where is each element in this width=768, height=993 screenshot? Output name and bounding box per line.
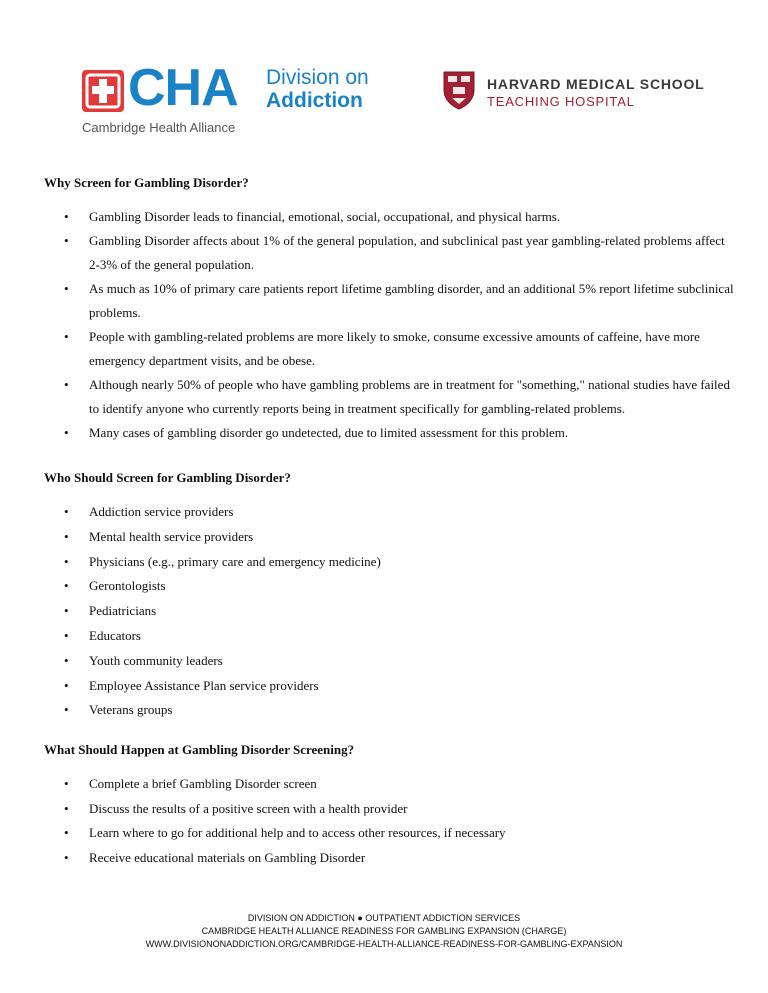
list-item-text: Educators xyxy=(89,627,141,643)
bullet-icon: • xyxy=(64,603,69,619)
list-item-text: Mental health service providers xyxy=(89,528,254,544)
document-body xyxy=(44,174,734,871)
list-item xyxy=(44,674,734,699)
list-item xyxy=(44,698,734,723)
bullet-icon: • xyxy=(64,578,69,594)
list-item-text: Discuss the results of a positive screen with a health provider xyxy=(89,800,408,816)
list-item xyxy=(44,525,734,550)
list-item-text: Although nearly 50% of people who have gambling problems are in treatment for "something," national studies have failed to identify anyone who currently reports being in treatment specifically for gambling-related problems. xyxy=(89,377,730,416)
list-item xyxy=(44,373,734,421)
list-item xyxy=(44,325,734,373)
list-item-text: People with gambling-related problems are more likely to smoke, consume excessive amounts of caffeine, have more emergency department visits, and be obese. xyxy=(89,329,700,368)
list-item xyxy=(44,821,734,846)
division-on-addiction xyxy=(266,66,369,112)
bullet-icon: • xyxy=(64,627,69,643)
division-line-1: Division on xyxy=(266,66,369,89)
bullet-icon: • xyxy=(64,849,69,865)
section-heading: What Should Happen at Gambling Disorder Screening? xyxy=(44,742,355,758)
list-item xyxy=(44,550,734,575)
list-item xyxy=(44,277,734,325)
list-item xyxy=(44,797,734,822)
list-item-text: As much as 10% of primary care patients report lifetime gambling disorder, and an additional 5% report lifetime subclinical problems. xyxy=(89,281,734,320)
alliance-name: Cambridge Health Alliance xyxy=(82,120,236,135)
list-item-text: Gerontologists xyxy=(89,578,166,594)
harvard-shield-icon xyxy=(442,70,476,110)
section-what-should-happen xyxy=(44,741,734,870)
section-heading: Why Screen for Gambling Disorder? xyxy=(44,175,249,190)
list-item-text: Employee Assistance Plan service providers xyxy=(89,677,319,693)
bullet-icon: • xyxy=(64,652,69,668)
list-item xyxy=(44,205,734,229)
list-item-text: Many cases of gambling disorder go undetected, due to limited assessment for this problem. xyxy=(89,425,569,440)
list-item-text: Veterans groups xyxy=(89,702,173,718)
list-item xyxy=(44,624,734,649)
list-item xyxy=(44,229,734,277)
bullet-list xyxy=(44,205,734,445)
bullet-icon: • xyxy=(64,702,69,718)
bullet-icon: • xyxy=(64,825,69,841)
list-item xyxy=(44,421,734,445)
hms-title: HARVARD MEDICAL SCHOOL xyxy=(487,76,705,92)
list-item-text: Gambling Disorder leads to financial, emotional, social, occupational, and physical harms. xyxy=(89,209,561,224)
hms-subtitle: TEACHING HOSPITAL xyxy=(487,94,635,109)
list-item xyxy=(44,500,734,525)
page-footer xyxy=(0,912,768,951)
list-item xyxy=(44,574,734,599)
bullet-icon: • xyxy=(64,528,69,544)
bullet-icon: • xyxy=(64,425,69,440)
division-line-2: Addiction xyxy=(266,89,363,112)
cha-wordmark: CHA xyxy=(128,59,238,117)
list-item-text: Pediatricians xyxy=(89,603,157,619)
list-item-text: Receive educational materials on Gambling Disorder xyxy=(89,849,366,865)
bullet-icon: • xyxy=(64,776,69,792)
footer-line-2: CAMBRIDGE HEALTH ALLIANCE READINESS FOR GAMBLING EXPANSION (CHARGE) xyxy=(201,926,567,936)
list-item xyxy=(44,846,734,871)
list-item-text: Learn where to go for additional help and to access other resources, if necessary xyxy=(89,825,506,841)
footer-line-1: DIVISION ON ADDICTION ● OUTPATIENT ADDICTION SERVICES xyxy=(247,913,521,923)
page-header xyxy=(0,0,768,150)
cha-cross-icon xyxy=(82,70,124,112)
section-why-screen xyxy=(44,174,734,445)
bullet-icon: • xyxy=(64,504,69,519)
bullet-icon: • xyxy=(64,377,69,392)
list-item xyxy=(44,599,734,624)
list-item-text: Addiction service providers xyxy=(89,504,234,519)
list-item-text: Gambling Disorder affects about 1% of the general population, and subclinical past year gambling-related problems affect 2-3% of the general population. xyxy=(89,233,725,272)
section-heading: Who Should Screen for Gambling Disorder? xyxy=(44,470,291,485)
list-item xyxy=(44,772,734,797)
bullet-icon: • xyxy=(64,677,69,693)
bullet-icon: • xyxy=(64,209,69,224)
footer-url: WWW.DIVISIONONADDICTION.ORG/CAMBRIDGE-HEALTH-ALLIANCE-READINESS-FOR-GAMBLING-EXPANSION xyxy=(145,939,623,949)
list-item-text: Physicians (e.g., primary care and emergency medicine) xyxy=(89,553,381,569)
list-item xyxy=(44,649,734,674)
section-who-should-screen xyxy=(44,469,734,723)
bullet-icon: • xyxy=(64,553,69,569)
bullet-icon: • xyxy=(64,329,69,344)
bullet-list xyxy=(44,500,734,723)
bullet-icon: • xyxy=(64,800,69,816)
bullet-icon: • xyxy=(64,233,69,248)
list-item-text: Complete a brief Gambling Disorder screen xyxy=(89,776,317,792)
bullet-list xyxy=(44,772,734,870)
list-item-text: Youth community leaders xyxy=(89,652,223,668)
bullet-icon: • xyxy=(64,281,69,296)
